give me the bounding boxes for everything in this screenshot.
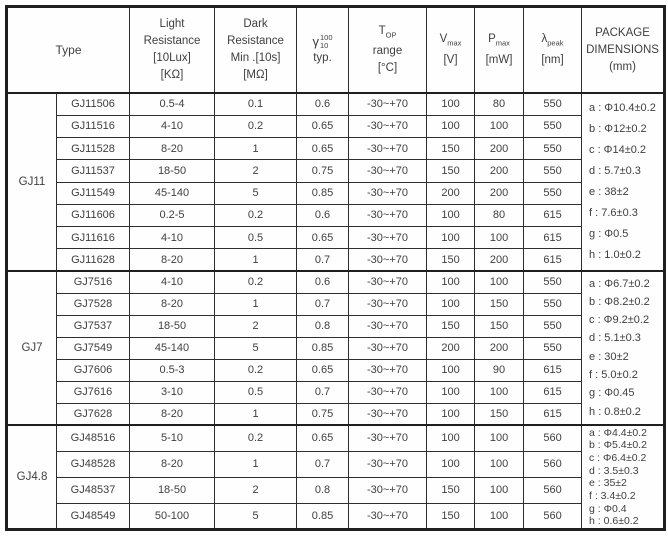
header-line: Resistance bbox=[227, 35, 284, 47]
cell-gamma: 0.65 bbox=[297, 425, 349, 451]
cell-model: GJ7516 bbox=[57, 271, 130, 293]
cell-model: GJ7616 bbox=[57, 381, 130, 403]
header-line: range bbox=[372, 45, 403, 58]
cell-temp-range: -30~+70 bbox=[349, 115, 427, 137]
table-row bbox=[7, 451, 665, 477]
cell-temp-range: -30~+70 bbox=[349, 451, 427, 477]
cell-lambda-peak: 560 bbox=[524, 477, 582, 503]
cell-light-resistance: 4-10 bbox=[130, 271, 215, 293]
col-header-type: Type bbox=[7, 7, 130, 94]
cell-lambda-peak: 615 bbox=[524, 359, 582, 381]
cell-dark-resistance: 0.2 bbox=[215, 271, 297, 293]
cell-lambda-peak: 550 bbox=[524, 138, 582, 160]
package-dimension-line: g : Φ0.45 bbox=[589, 387, 635, 400]
cell-temp-range: -30~+70 bbox=[349, 249, 427, 271]
cell-temp-range: -30~+70 bbox=[349, 381, 427, 403]
header-line: Min .[10s] bbox=[230, 52, 281, 64]
cell-dark-resistance: 1 bbox=[215, 293, 297, 315]
package-dimension-line: d : 5.7±0.3 bbox=[589, 165, 641, 178]
cell-gamma: 0.65 bbox=[297, 138, 349, 160]
cell-model: GJ7537 bbox=[57, 315, 130, 337]
cell-lambda-peak: 550 bbox=[524, 315, 582, 337]
type-group-label: GJ7 bbox=[7, 271, 57, 425]
cell-light-resistance: 5-10 bbox=[130, 425, 215, 451]
package-dimension-line: d : 3.5±0.3 bbox=[589, 464, 639, 477]
cell-pmax: 200 bbox=[475, 182, 524, 204]
cell-lambda-peak: 550 bbox=[524, 271, 582, 293]
package-dimension-line: e : 38±2 bbox=[589, 186, 629, 199]
cell-temp-range: -30~+70 bbox=[349, 315, 427, 337]
cell-dark-resistance: 0.5 bbox=[215, 381, 297, 403]
cell-vmax: 100 bbox=[427, 271, 475, 293]
cell-lambda-peak: 615 bbox=[524, 204, 582, 226]
header-line: [KΩ] bbox=[160, 69, 184, 81]
cell-gamma: 0.65 bbox=[297, 227, 349, 249]
cell-lambda-peak: 550 bbox=[524, 93, 582, 115]
table-row bbox=[7, 503, 665, 529]
cell-dark-resistance: 0.5 bbox=[215, 227, 297, 249]
package-dimension-line: b : Φ5.4±0.2 bbox=[589, 439, 647, 452]
cell-light-resistance: 18-50 bbox=[130, 315, 215, 337]
cell-temp-range: -30~+70 bbox=[349, 359, 427, 381]
cell-model: GJ7628 bbox=[57, 403, 130, 425]
package-dimension-line: c : Φ14±0.2 bbox=[589, 144, 647, 157]
header-line: Resistance bbox=[143, 35, 201, 47]
cell-dark-resistance: 5 bbox=[215, 182, 297, 204]
package-dimension-line: f : 5.0±0.2 bbox=[589, 369, 638, 382]
cell-temp-range: -30~+70 bbox=[349, 160, 427, 182]
cell-temp-range: -30~+70 bbox=[349, 227, 427, 249]
cell-model: GJ11628 bbox=[57, 249, 130, 271]
cell-pmax: 100 bbox=[475, 477, 524, 503]
cell-model: GJ11528 bbox=[57, 138, 130, 160]
table-row bbox=[7, 182, 665, 204]
table-row bbox=[7, 227, 665, 249]
cell-vmax: 100 bbox=[427, 204, 475, 226]
cell-gamma: 0.6 bbox=[297, 93, 349, 115]
table-row bbox=[7, 337, 665, 359]
cell-dark-resistance: 0.2 bbox=[215, 425, 297, 451]
cell-light-resistance: 3-10 bbox=[130, 381, 215, 403]
header-line: $P_{max}$ bbox=[488, 33, 510, 48]
cell-dark-resistance: 0.2 bbox=[215, 115, 297, 137]
cell-vmax: 100 bbox=[427, 293, 475, 315]
cell-model: GJ48537 bbox=[57, 477, 130, 503]
photoresistor-spec-table bbox=[5, 5, 666, 531]
cell-light-resistance: 8-20 bbox=[130, 403, 215, 425]
package-dimension-line: c : Φ9.2±0.2 bbox=[589, 314, 650, 327]
header-line: Light bbox=[159, 18, 185, 30]
table-row bbox=[7, 315, 665, 337]
cell-gamma: 0.85 bbox=[297, 337, 349, 359]
cell-model: GJ48516 bbox=[57, 425, 130, 451]
cell-light-resistance: 18-50 bbox=[130, 477, 215, 503]
cell-model: GJ11516 bbox=[57, 115, 130, 137]
cell-light-resistance: 4-10 bbox=[130, 227, 215, 249]
cell-temp-range: -30~+70 bbox=[349, 293, 427, 315]
type-group-label: GJ4.8 bbox=[7, 425, 57, 530]
cell-light-resistance: 8-20 bbox=[130, 138, 215, 160]
cell-vmax: 100 bbox=[427, 115, 475, 137]
package-dimension-line: f : 3.4±0.2 bbox=[589, 489, 636, 502]
header-line: [MΩ] bbox=[243, 69, 268, 81]
cell-lambda-peak: 615 bbox=[524, 403, 582, 425]
header-line: typ. bbox=[313, 52, 332, 64]
table-row bbox=[7, 425, 665, 451]
cell-pmax: 150 bbox=[475, 403, 524, 425]
cell-gamma: 0.6 bbox=[297, 271, 349, 293]
cell-temp-range: -30~+70 bbox=[349, 337, 427, 359]
cell-gamma: 0.75 bbox=[297, 403, 349, 425]
col-header-vmax bbox=[427, 7, 475, 94]
table-row bbox=[7, 403, 665, 425]
cell-light-resistance: 45-140 bbox=[130, 182, 215, 204]
cell-vmax: 150 bbox=[427, 160, 475, 182]
cell-lambda-peak: 560 bbox=[524, 503, 582, 529]
package-dimensions-cell bbox=[582, 93, 665, 271]
cell-pmax: 100 bbox=[475, 381, 524, 403]
cell-pmax: 100 bbox=[475, 425, 524, 451]
cell-dark-resistance: 2 bbox=[215, 160, 297, 182]
package-dimension-line: a : Φ6.7±0.2 bbox=[589, 277, 650, 290]
header-line: Dark bbox=[243, 18, 268, 30]
cell-dark-resistance: 0.2 bbox=[215, 359, 297, 381]
cell-pmax: 100 bbox=[475, 271, 524, 293]
cell-pmax: 150 bbox=[475, 293, 524, 315]
cell-vmax: 100 bbox=[427, 425, 475, 451]
col-header-pmax bbox=[475, 7, 524, 94]
cell-vmax: 150 bbox=[427, 503, 475, 529]
cell-model: GJ48528 bbox=[57, 451, 130, 477]
header-line: $\lambda_{peak}$ bbox=[541, 33, 564, 48]
cell-pmax: 100 bbox=[475, 451, 524, 477]
cell-model: GJ48549 bbox=[57, 503, 130, 529]
cell-lambda-peak: 550 bbox=[524, 115, 582, 137]
header-row bbox=[7, 7, 665, 94]
cell-light-resistance: 50-100 bbox=[130, 503, 215, 529]
table-row bbox=[7, 271, 665, 293]
cell-lambda-peak: 550 bbox=[524, 182, 582, 204]
col-header-operating-temp bbox=[349, 7, 427, 94]
table-row bbox=[7, 381, 665, 403]
cell-light-resistance: 45-140 bbox=[130, 337, 215, 359]
cell-model: GJ7549 bbox=[57, 337, 130, 359]
type-group-label: GJ11 bbox=[7, 93, 57, 271]
cell-gamma: 0.8 bbox=[297, 477, 349, 503]
cell-lambda-peak: 550 bbox=[524, 160, 582, 182]
cell-gamma: 0.65 bbox=[297, 359, 349, 381]
col-header-package-dimensions bbox=[582, 7, 665, 94]
cell-lambda-peak: 615 bbox=[524, 227, 582, 249]
cell-gamma: 0.7 bbox=[297, 451, 349, 477]
cell-vmax: 150 bbox=[427, 315, 475, 337]
cell-vmax: 150 bbox=[427, 138, 475, 160]
cell-light-resistance: 0.2-5 bbox=[130, 204, 215, 226]
cell-model: GJ11616 bbox=[57, 227, 130, 249]
table-row bbox=[7, 160, 665, 182]
header-line: $T_{OP}$ bbox=[378, 24, 397, 40]
cell-dark-resistance: 5 bbox=[215, 337, 297, 359]
cell-dark-resistance: 0.1 bbox=[215, 93, 297, 115]
package-dimension-line: b : Φ12±0.2 bbox=[589, 123, 647, 136]
table-row bbox=[7, 204, 665, 226]
cell-gamma: 0.6 bbox=[297, 204, 349, 226]
cell-dark-resistance: 1 bbox=[215, 249, 297, 271]
cell-pmax: 200 bbox=[475, 160, 524, 182]
cell-model: GJ11549 bbox=[57, 182, 130, 204]
cell-light-resistance: 4-10 bbox=[130, 115, 215, 137]
package-dimension-line: a : Φ4.4±0.2 bbox=[589, 426, 647, 439]
cell-lambda-peak: 550 bbox=[524, 337, 582, 359]
cell-pmax: 200 bbox=[475, 138, 524, 160]
gamma-symbol: γ 100 10 bbox=[312, 32, 333, 50]
header-line: [V] bbox=[443, 53, 458, 66]
cell-dark-resistance: 1 bbox=[215, 138, 297, 160]
cell-vmax: 200 bbox=[427, 337, 475, 359]
package-dimension-line: c : Φ6.4±0.2 bbox=[589, 451, 647, 464]
header-line: (mm) bbox=[609, 60, 636, 73]
cell-temp-range: -30~+70 bbox=[349, 477, 427, 503]
cell-lambda-peak: 615 bbox=[524, 381, 582, 403]
cell-lambda-peak: 560 bbox=[524, 425, 582, 451]
cell-light-resistance: 8-20 bbox=[130, 249, 215, 271]
cell-gamma: 0.7 bbox=[297, 249, 349, 271]
cell-pmax: 100 bbox=[475, 227, 524, 249]
cell-model: GJ7528 bbox=[57, 293, 130, 315]
cell-vmax: 100 bbox=[427, 381, 475, 403]
col-header-gamma bbox=[297, 7, 349, 94]
cell-temp-range: -30~+70 bbox=[349, 93, 427, 115]
col-header-dark-resistance bbox=[215, 7, 297, 94]
cell-model: GJ11506 bbox=[57, 93, 130, 115]
package-dimension-line: d : 5.1±0.3 bbox=[589, 332, 641, 345]
package-dimensions-cell bbox=[582, 425, 665, 530]
cell-model: GJ11537 bbox=[57, 160, 130, 182]
package-dimension-line: e : 35±2 bbox=[589, 477, 627, 490]
cell-gamma: 0.7 bbox=[297, 381, 349, 403]
package-dimension-line: h : 0.8±0.2 bbox=[589, 405, 641, 418]
package-dimension-line: e : 30±2 bbox=[589, 350, 629, 363]
cell-pmax: 100 bbox=[475, 503, 524, 529]
cell-pmax: 150 bbox=[475, 315, 524, 337]
cell-temp-range: -30~+70 bbox=[349, 271, 427, 293]
cell-temp-range: -30~+70 bbox=[349, 503, 427, 529]
table-row bbox=[7, 249, 665, 271]
cell-vmax: 100 bbox=[427, 451, 475, 477]
cell-gamma: 0.85 bbox=[297, 182, 349, 204]
cell-gamma: 0.75 bbox=[297, 160, 349, 182]
cell-vmax: 100 bbox=[427, 93, 475, 115]
header-line: $V_{max}$ bbox=[439, 33, 462, 48]
header-line: [mW] bbox=[485, 53, 513, 66]
table-row bbox=[7, 477, 665, 503]
cell-gamma: 0.7 bbox=[297, 293, 349, 315]
cell-temp-range: -30~+70 bbox=[349, 425, 427, 451]
cell-gamma: 0.65 bbox=[297, 115, 349, 137]
cell-lambda-peak: 560 bbox=[524, 451, 582, 477]
package-dimension-line: f : 7.6±0.3 bbox=[589, 207, 638, 220]
col-header-lambda-peak bbox=[524, 7, 582, 94]
cell-light-resistance: 8-20 bbox=[130, 293, 215, 315]
header-line: [°C] bbox=[377, 62, 398, 75]
col-header-light-resistance bbox=[130, 7, 215, 94]
cell-dark-resistance: 2 bbox=[215, 477, 297, 503]
package-dimension-line: a : Φ10.4±0.2 bbox=[589, 102, 656, 115]
package-dimension-line: h : 1.0±0.2 bbox=[589, 248, 641, 261]
cell-pmax: 200 bbox=[475, 337, 524, 359]
cell-model: GJ11606 bbox=[57, 204, 130, 226]
cell-dark-resistance: 0.2 bbox=[215, 204, 297, 226]
cell-light-resistance: 0.5-3 bbox=[130, 359, 215, 381]
header-line: PACKAGE bbox=[595, 26, 650, 39]
cell-pmax: 200 bbox=[475, 249, 524, 271]
table-row bbox=[7, 359, 665, 381]
cell-lambda-peak: 550 bbox=[524, 293, 582, 315]
header-line: [10Lux] bbox=[153, 52, 191, 64]
header-line: DIMENSIONS bbox=[586, 43, 659, 56]
cell-vmax: 200 bbox=[427, 182, 475, 204]
package-dimensions-cell bbox=[582, 271, 665, 425]
cell-dark-resistance: 2 bbox=[215, 315, 297, 337]
table-row bbox=[7, 115, 665, 137]
cell-vmax: 100 bbox=[427, 227, 475, 249]
cell-vmax: 100 bbox=[427, 359, 475, 381]
cell-lambda-peak: 615 bbox=[524, 249, 582, 271]
cell-vmax: 100 bbox=[427, 403, 475, 425]
cell-light-resistance: 18-50 bbox=[130, 160, 215, 182]
cell-temp-range: -30~+70 bbox=[349, 138, 427, 160]
package-dimension-line: h : 0.6±0.2 bbox=[589, 515, 639, 528]
cell-light-resistance: 0.5-4 bbox=[130, 93, 215, 115]
cell-temp-range: -30~+70 bbox=[349, 204, 427, 226]
cell-model: GJ7606 bbox=[57, 359, 130, 381]
table-row bbox=[7, 93, 665, 115]
cell-dark-resistance: 5 bbox=[215, 503, 297, 529]
package-dimension-line: g : Φ0.5 bbox=[589, 228, 629, 241]
cell-pmax: 80 bbox=[475, 93, 524, 115]
package-dimension-line: b : Φ8.2±0.2 bbox=[589, 295, 650, 308]
cell-gamma: 0.85 bbox=[297, 503, 349, 529]
cell-pmax: 80 bbox=[475, 204, 524, 226]
header-line: [nm] bbox=[541, 53, 564, 66]
cell-pmax: 100 bbox=[475, 115, 524, 137]
cell-temp-range: -30~+70 bbox=[349, 182, 427, 204]
cell-light-resistance: 8-20 bbox=[130, 451, 215, 477]
package-dimension-line: g : Φ0.4 bbox=[589, 502, 627, 515]
cell-dark-resistance: 1 bbox=[215, 403, 297, 425]
cell-temp-range: -30~+70 bbox=[349, 403, 427, 425]
cell-pmax: 90 bbox=[475, 359, 524, 381]
cell-vmax: 150 bbox=[427, 249, 475, 271]
cell-dark-resistance: 1 bbox=[215, 451, 297, 477]
cell-gamma: 0.8 bbox=[297, 315, 349, 337]
table-row bbox=[7, 138, 665, 160]
table-row bbox=[7, 293, 665, 315]
cell-vmax: 150 bbox=[427, 477, 475, 503]
